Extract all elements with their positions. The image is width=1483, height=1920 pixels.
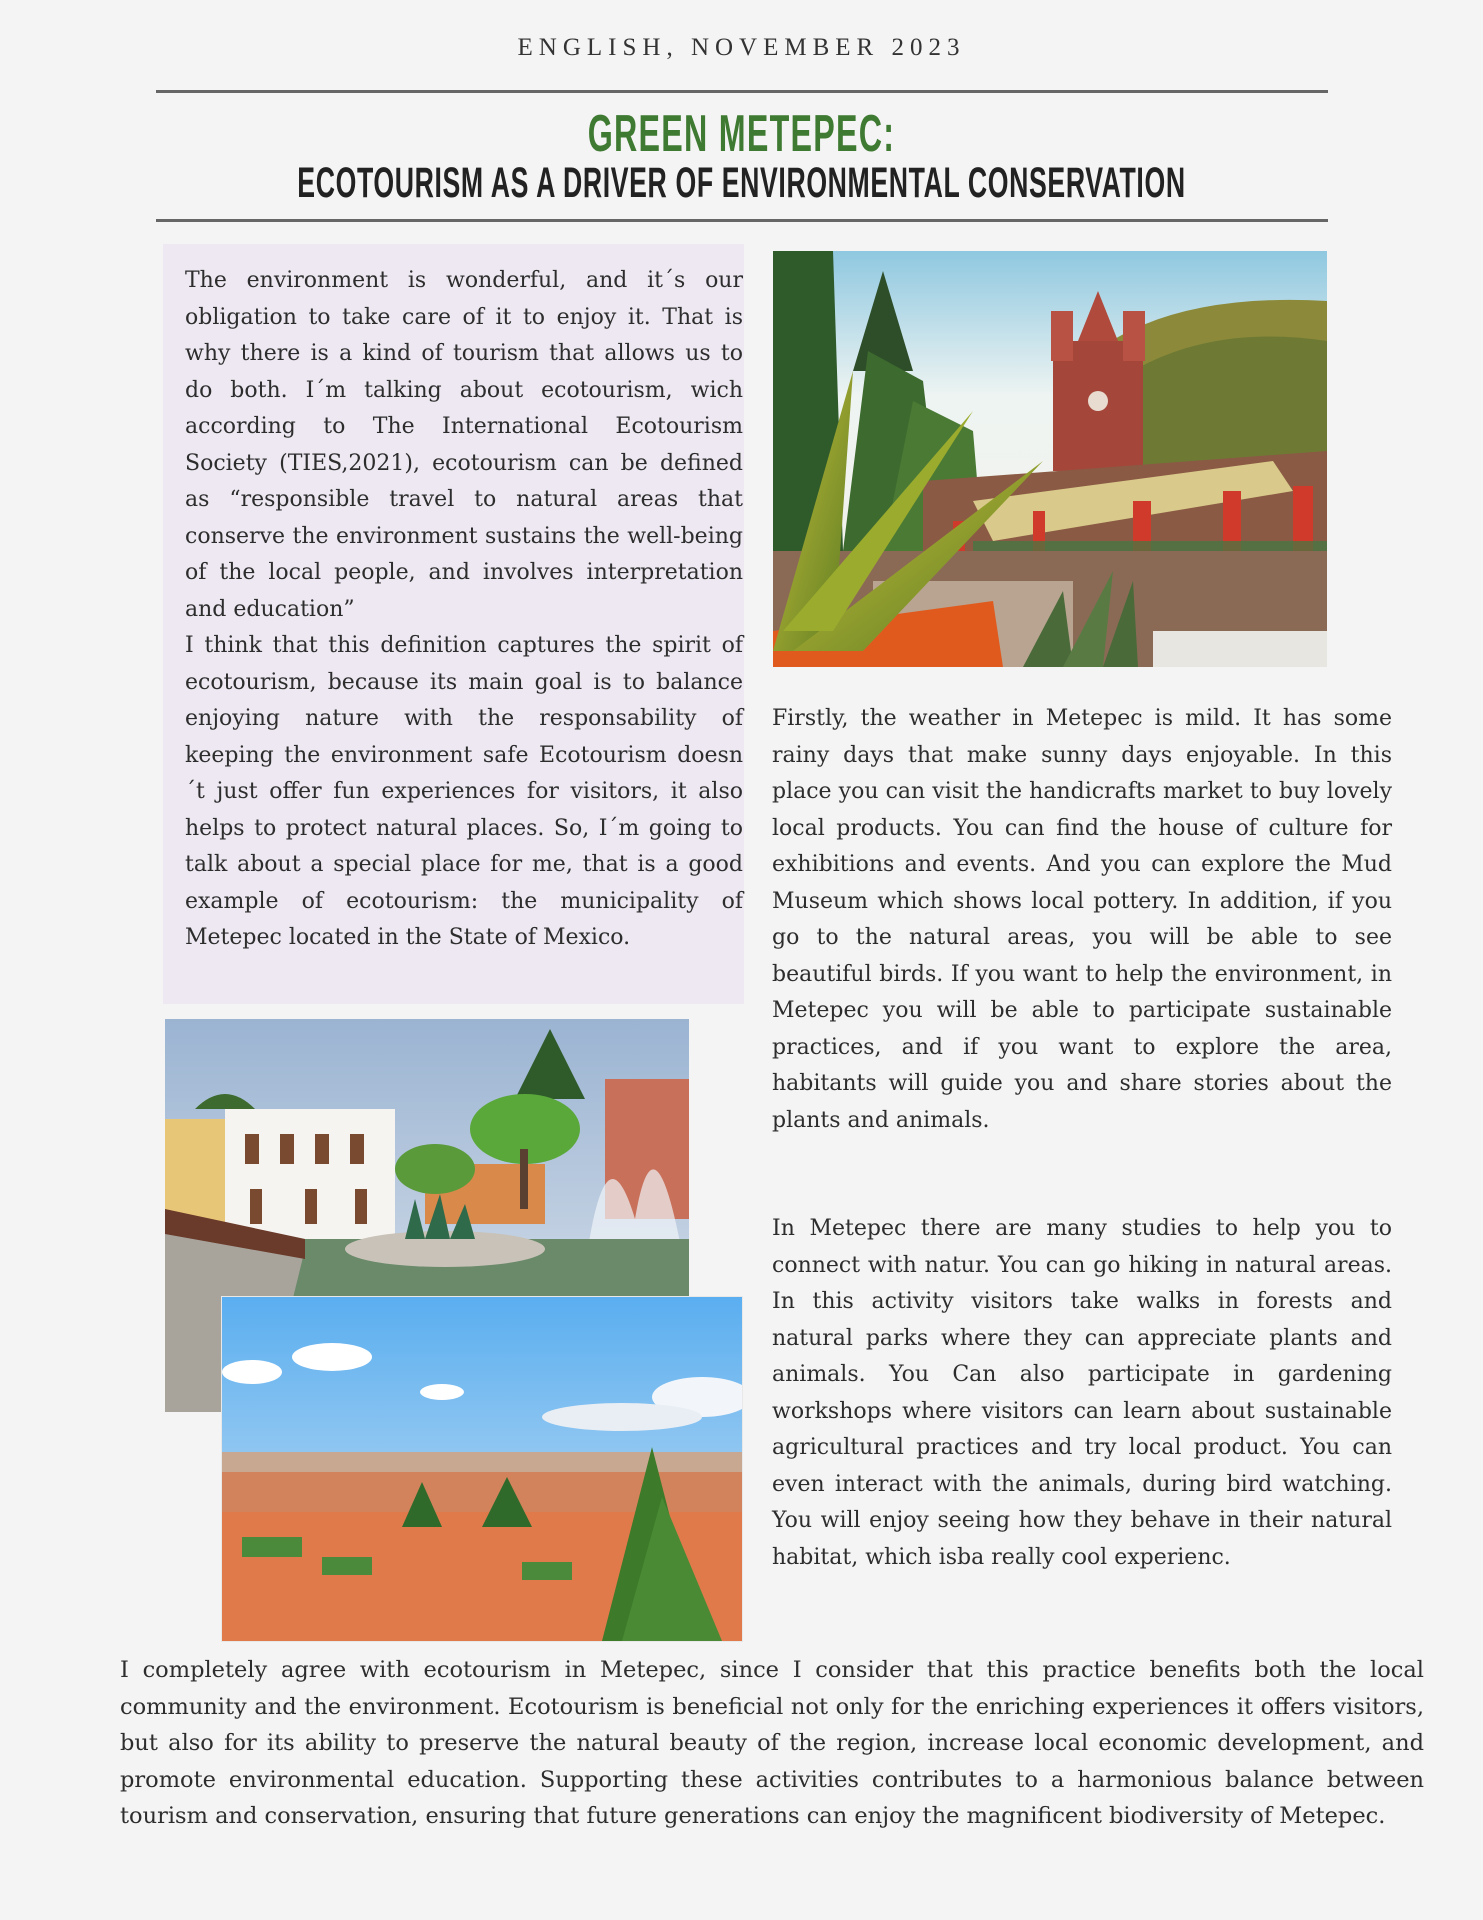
issue-kicker: ENGLISH, NOVEMBER 2023 <box>517 34 966 61</box>
header-rule-bottom <box>156 219 1328 222</box>
church-hill-photo <box>773 251 1327 667</box>
article-subtitle: ECOTOURISM AS A DRIVER OF ENVIRONMENTAL CONSERVATION <box>297 159 1186 207</box>
intro-paragraph-1: The environment is wonderful, and it´s our obligation to take care of it to enjoy it. That is why there is a kind of tourism that allows us to do both. I´m talking about ecotourism, wich according to The International Ecotourism Society (TIES,2021), ecotourism can be defined as “responsible travel to natural areas that conserve the environment sustains the well-being of the local people, and involves interpretation and education” <box>185 268 743 622</box>
city-panorama-photo <box>222 1297 742 1641</box>
intro-paragraph-2: I think that this definition captures the spirit of ecotourism, because its main goal is to balance enjoying nature with the responsability of keeping the environment safe Ecotourism doesn´t just offer fun experiences for visitors, it also helps to protect natural places. So, I´m going to talk about a special place for me, that is a good example of ecotourism: the municipality of Metepec located in the State of Mexico. <box>185 633 743 950</box>
header-rule-top <box>156 90 1328 93</box>
body-paragraph-2: In Metepec there are many studies to help you to connect with natur. You can go hiking in natural areas. In this activity visitors take walks in forests and natural parks where they can appreciate plants and animals. You Can also participate in gardening workshops where visitors can learn about sustainable agricultural practices and try local product. You can even interact with the animals, during bird watching. You will enjoy seeing how they behave in their natural habitat, which isba really cool experienc. <box>772 1216 1392 1570</box>
body-paragraph-1: Firstly, the weather in Metepec is mild. It has some rainy days that make sunny days enjoyable. In this place you can visit the handicrafts market to buy lovely local products. You can find the house of culture for exhibitions and events. And you can explore the Mud Museum which shows local pottery. In addition, if you go to the natural areas, you will be able to see beautiful birds. If you want to help the environment, in Metepec you will be able to participate sustainable practices, and if you want to explore the area, habitants will guide you and share stories about the plants and animals. <box>772 706 1392 1133</box>
intro-text <box>185 263 743 957</box>
article-title: GREEN METEPEC: <box>587 105 896 163</box>
conclusion-paragraph: I completely agree with ecotourism in Metepec, since I consider that this practice benefits both the local community and the environment. Ecotourism is beneficial not only for the enriching experiences it offers visitors, but also for its ability to preserve the natural beauty of the region, increase local economic development, and promote environmental education. Supporting these activities contributes to a harmonious balance between tourism and conservation, ensuring that future generations can enjoy the magnificent biodiversity of Metepec. <box>120 1657 1424 1829</box>
